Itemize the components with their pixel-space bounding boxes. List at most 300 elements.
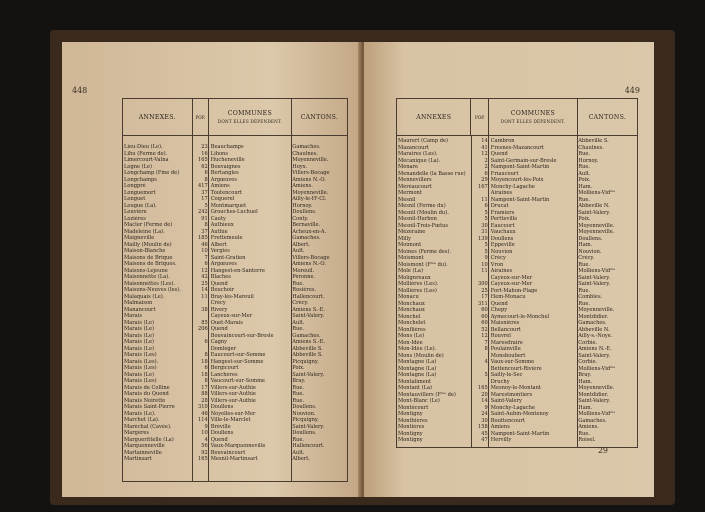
commune-cell: Rouvrel bbox=[490, 333, 511, 339]
pop-cell: 185 bbox=[197, 235, 208, 241]
pop-cell: 17 bbox=[481, 294, 488, 300]
annexe-cell: Maraires (Les). bbox=[398, 151, 438, 157]
canton-cell: Gamaches. bbox=[292, 235, 321, 241]
annexe-cell: Maisonnette (La). bbox=[124, 274, 170, 280]
pop-cell: 139 bbox=[478, 235, 488, 242]
pop-cell: 158 bbox=[478, 424, 488, 430]
canton-cell: Amiens S.-E. bbox=[292, 306, 325, 313]
pop-cell: 5 bbox=[484, 209, 488, 216]
canton-cell: Poix. bbox=[292, 365, 305, 371]
annexe-cell: Mesnil bbox=[398, 196, 416, 203]
commune-cell: Hangest-en-Santerre bbox=[210, 267, 265, 274]
pop-cell: 5 bbox=[204, 202, 208, 209]
pop-cell: 85 bbox=[201, 319, 208, 326]
annexe-cell: Molé (La) bbox=[398, 268, 423, 274]
canton-cell: Abbeville S. bbox=[292, 352, 323, 358]
commune-cell: Bouvaignes bbox=[210, 163, 241, 170]
pop-cell: 7 bbox=[204, 254, 208, 261]
annexe-cell: Maréchal (Cavée). bbox=[124, 423, 172, 430]
commune-cell: Pertteville bbox=[490, 216, 518, 222]
canton-cell: Amiens N.-O. bbox=[292, 176, 326, 183]
canton-cell: Saint-Valery. bbox=[578, 281, 611, 287]
canton-cell: Moreuil. bbox=[292, 267, 315, 274]
pop-cell: 56 bbox=[201, 443, 208, 449]
header-communes: COMMUNES bbox=[227, 110, 272, 117]
pop-cell: 47 bbox=[481, 437, 488, 443]
canton-cell: Doullens. bbox=[292, 404, 317, 410]
annexe-cell: Monchelet bbox=[398, 320, 426, 326]
pop-cell: 18 bbox=[201, 371, 208, 378]
canton-cell: Acheux-en-A. bbox=[292, 228, 327, 235]
commune-cell: Hucheneville bbox=[210, 157, 245, 163]
pop-cell: 25 bbox=[481, 287, 488, 294]
pop-cell: 10 bbox=[201, 248, 208, 254]
header-pop: POP. bbox=[474, 114, 485, 120]
commune-cell: Bettencourt-Rivière bbox=[490, 365, 542, 372]
canton-cell: Bray. bbox=[578, 372, 592, 378]
canton-cell: Combles. bbox=[578, 294, 603, 300]
commune-cell: Coquerel bbox=[210, 196, 235, 202]
commune-cell: Cayeux-sur-Mer bbox=[490, 281, 533, 287]
commune-cell: Ouet-Marais bbox=[210, 319, 243, 326]
pop-cell: 167 bbox=[478, 183, 488, 190]
pop-cell: 5 bbox=[484, 216, 488, 222]
pop-cell: 18 bbox=[201, 358, 208, 365]
annexe-cell: Longpré bbox=[124, 183, 146, 189]
commune-cell: Eaucourt bbox=[490, 222, 515, 229]
annexe-cell: Maisons-Neuves (les). bbox=[124, 287, 181, 293]
commune-cell: Beauchamps bbox=[210, 144, 244, 150]
commune-cell: Villers-sur-Authie bbox=[210, 397, 256, 404]
header-communes: COMMUNES bbox=[510, 110, 556, 117]
commune-cell: Bouvaincourt bbox=[210, 449, 246, 456]
commune-cell: Monchy-Lagache bbox=[490, 183, 535, 190]
annexe-cell: Marais Noirette bbox=[124, 397, 166, 404]
commune-cell: Poulainville bbox=[490, 346, 521, 352]
canton-cell: Montdidier. bbox=[578, 313, 609, 320]
pop-cell: 42 bbox=[201, 274, 208, 280]
commune-cell: Cayeux-sur-Mer bbox=[210, 313, 253, 319]
canton-cell: Roisel. bbox=[578, 437, 596, 443]
canton-cell: Amiens N.-E. bbox=[578, 346, 612, 352]
header-communes-sub: DONT ELLES DÉPENDENT. bbox=[500, 119, 565, 124]
commune-cell: Villers-sur-Authie bbox=[210, 391, 256, 397]
annexe-cell: Marais Saint-Pierre bbox=[124, 404, 175, 410]
commune-cell: Authieux bbox=[210, 222, 234, 228]
table-row bbox=[397, 437, 637, 444]
annexe-cell: Marguerittelle (La) bbox=[124, 436, 174, 443]
annexe-cell: Marais du Quend bbox=[124, 391, 169, 397]
commune-cell: Vaucourt-sur-Somme bbox=[210, 378, 265, 384]
commune-cell: Amiens bbox=[210, 183, 230, 189]
annexe-cell: Montières bbox=[398, 424, 425, 430]
pop-cell: 10 bbox=[481, 261, 488, 268]
pop-cell: 9 bbox=[204, 423, 208, 430]
annexe-cell: Moines (Ferme des). bbox=[398, 248, 452, 255]
commune-cell: Monchy-Lagache bbox=[490, 404, 535, 411]
canton-cell: Rue. bbox=[292, 326, 304, 332]
pop-cell: 8 bbox=[204, 222, 208, 228]
commune-cell: Doullens bbox=[210, 404, 234, 410]
table-header bbox=[397, 99, 637, 136]
annexe-cell: Mon-Idée (Le). bbox=[398, 346, 437, 352]
pop-cell: 29 bbox=[481, 177, 488, 183]
annexe-cell: Maison-Blanche bbox=[124, 248, 166, 254]
canton-cell: Abbeville S. bbox=[578, 138, 609, 144]
canton-cell: Saint-Valery. bbox=[578, 352, 611, 359]
annexe-cell: Maisons de Briques. bbox=[124, 261, 177, 267]
canton-cell: Rue. bbox=[292, 436, 304, 443]
pop-cell: 242 bbox=[197, 209, 208, 215]
annexe-cell: Monchel bbox=[398, 313, 421, 320]
annexe-cell: Malaquais (Le). bbox=[124, 293, 165, 300]
annexe-cell: Margères bbox=[124, 430, 150, 436]
annexe-cell: Montigny bbox=[398, 430, 423, 437]
canton-cell: Ham. bbox=[578, 242, 593, 248]
annexe-cell: Longchamps bbox=[124, 176, 157, 183]
commune-cell: Saint-Valery bbox=[490, 398, 522, 404]
commune-cell: Hem-Monacu bbox=[490, 294, 526, 300]
commune-cell: Hervilly bbox=[490, 437, 512, 443]
pop-cell: 30 bbox=[481, 222, 488, 229]
canton-cell: Molliens-Vidᵐᵉ bbox=[578, 365, 616, 372]
canton-cell: Abbeville N. bbox=[578, 326, 610, 333]
commune-cell: Bray-lès-Mareuil bbox=[210, 293, 254, 300]
commune-cell: Bertangles bbox=[210, 170, 239, 176]
canton-cell: Rue. bbox=[578, 151, 590, 157]
table-row bbox=[123, 456, 347, 463]
pop-cell: 5 bbox=[484, 372, 488, 378]
pop-cell: 12 bbox=[481, 333, 488, 339]
pop-cell: 11 bbox=[481, 196, 488, 203]
annexe-cell: Marais (Les). bbox=[124, 358, 159, 365]
canton-cell: Ailly-le-Hᵗ-Cl. bbox=[292, 196, 327, 202]
table-header bbox=[123, 99, 347, 136]
canton-cell: Hornoy. bbox=[578, 157, 599, 164]
annexe-cell: Marchet (La). bbox=[124, 417, 160, 423]
commune-cell: Noyelles-sur-Mer bbox=[210, 410, 256, 417]
pop-cell: 417 bbox=[197, 183, 208, 189]
commune-cell: Vron bbox=[490, 261, 504, 268]
annexe-cell: Lozières bbox=[124, 215, 146, 222]
annexe-cell: Malmaison bbox=[124, 300, 153, 306]
canton-cell: Saint-Valery. bbox=[292, 423, 325, 430]
pop-cell: 38 bbox=[201, 306, 208, 313]
canton-cell: Picquigny. bbox=[292, 417, 319, 423]
commune-cell: Albert bbox=[210, 241, 227, 248]
pop-cell: 62 bbox=[201, 163, 208, 170]
pop-cell: 60 bbox=[481, 307, 488, 313]
pop-cell: 17 bbox=[201, 196, 208, 202]
annexe-cell: Mont-Blanc (Le) bbox=[398, 398, 440, 404]
annexe-cell: Longuemort bbox=[124, 189, 156, 196]
pop-cell: 9 bbox=[484, 255, 488, 261]
commune-cell: Crécy bbox=[490, 255, 506, 261]
canton-cell: Gamaches. bbox=[292, 144, 321, 150]
commune-cell: Hangest-sur-Somme bbox=[210, 358, 264, 365]
canton-cell: Rue. bbox=[292, 391, 304, 397]
pop-cell: 11 bbox=[201, 293, 208, 300]
canton-cell: Albert. bbox=[292, 241, 310, 248]
header-pop: POP. bbox=[195, 114, 206, 120]
annexe-cell: Mesnil (Ferme du) bbox=[398, 203, 446, 209]
pop-cell: 23 bbox=[201, 144, 208, 150]
commune-cell: Chepy bbox=[490, 307, 508, 313]
annexe-cell: Martainneville bbox=[124, 449, 162, 456]
canton-cell: Gamaches. bbox=[578, 417, 607, 424]
canton-cell: Molliens-Vidᵐᵉ bbox=[578, 411, 616, 417]
canton-cell: Saint-Valery. bbox=[578, 398, 611, 404]
pop-cell: 92 bbox=[201, 449, 208, 456]
pop-cell: 206 bbox=[197, 326, 208, 332]
annexe-cell: Marais bbox=[124, 313, 142, 319]
pop-cell: 9 bbox=[484, 404, 488, 411]
commune-cell: Eaucourt-sur-Somme bbox=[210, 352, 266, 358]
annexe-cell: Montaliment bbox=[398, 378, 432, 385]
pop-cell: 12 bbox=[481, 151, 488, 157]
commune-cell: Bouchoir bbox=[210, 287, 235, 293]
pop-cell: 2 bbox=[484, 164, 488, 170]
pop-cell: 5 bbox=[484, 248, 488, 255]
canton-cell: Moyenneville. bbox=[578, 229, 615, 235]
annexe-cell: Mon-Idée bbox=[398, 339, 423, 346]
commune-cell: Nouvion bbox=[490, 248, 513, 255]
annexe-cell: Mons (Le) bbox=[398, 333, 425, 339]
commune-cell: Quend bbox=[210, 280, 228, 287]
commune-cell: Druchy bbox=[490, 378, 510, 385]
pop-cell: 165 bbox=[478, 385, 488, 391]
canton-cell: Amiens. bbox=[578, 424, 599, 430]
commune-cell: Marestmontiers bbox=[490, 391, 533, 398]
canton-cell: Rue. bbox=[292, 384, 304, 391]
commune-cell: Lanchères bbox=[210, 371, 238, 378]
canton-cell: Gamaches. bbox=[578, 320, 607, 326]
header-annexes: ANNEXES bbox=[416, 113, 452, 121]
commune-cell: Vaux-sur-Somme bbox=[490, 359, 535, 365]
canton-cell: Doullens. bbox=[292, 430, 317, 436]
commune-cell: Argœuves bbox=[210, 261, 237, 267]
annexe-cell: Moimont bbox=[398, 242, 422, 248]
canton-cell: Hallencourt. bbox=[292, 293, 325, 300]
annexe-cell: Lihu (Ferme de). bbox=[124, 150, 168, 157]
canton-cell: Bernaville. bbox=[292, 222, 321, 228]
commune-cell: Cauty bbox=[210, 215, 226, 222]
pop-cell: 6 bbox=[204, 365, 208, 371]
commune-cell: Ville-le-Marclet bbox=[210, 417, 251, 423]
annexe-cell: Longchamp (Fme de) bbox=[124, 170, 180, 176]
annexe-cell: Marais (Le) bbox=[124, 319, 154, 326]
gazetteer-table bbox=[396, 98, 638, 448]
canton-cell: Ham. bbox=[578, 183, 593, 190]
pop-cell: 6 bbox=[204, 261, 208, 267]
canton-cell: Rue. bbox=[578, 164, 590, 170]
commune-cell: Amiens bbox=[490, 424, 510, 430]
pop-cell: 46 bbox=[201, 241, 208, 248]
pop-cell: 14 bbox=[201, 287, 208, 293]
canton-cell: Ault. bbox=[578, 170, 591, 177]
canton-cell: Rue. bbox=[292, 397, 304, 404]
annexe-cell: Macler (Ferme de) bbox=[124, 222, 173, 228]
annexe-cell: Lougue (La). bbox=[124, 202, 157, 209]
canton-cell: Crécy. bbox=[578, 255, 595, 261]
canton-cell: Rue. bbox=[292, 280, 304, 287]
canton-cell: Nouvion. bbox=[578, 248, 602, 255]
canton-cell: Péronne. bbox=[292, 274, 316, 280]
commune-cell: Eppeville bbox=[490, 242, 515, 248]
annexe-cell: Logne (Le) bbox=[124, 163, 152, 170]
commune-cell: Nampont-Saint-Martin bbox=[490, 430, 550, 437]
canton-cell: Rue. bbox=[578, 430, 590, 437]
header-annexes: ANNEXES. bbox=[138, 113, 176, 121]
commune-cell: Rivery bbox=[210, 306, 228, 313]
commune-cell: Friaucourt bbox=[490, 170, 519, 177]
pop-cell: 60 bbox=[481, 313, 488, 320]
pop-cell: 28 bbox=[201, 397, 208, 404]
annexe-cell: Marais (Le) bbox=[124, 326, 154, 332]
canton-cell: Ham. bbox=[578, 404, 593, 411]
pop-cell: 37 bbox=[201, 189, 208, 196]
annexe-cell: Monchaux bbox=[398, 300, 425, 307]
pop-cell: 165 bbox=[197, 456, 208, 462]
gazetteer-table bbox=[122, 98, 348, 482]
header-cantons: CANTONS. bbox=[300, 113, 339, 121]
annexe-cell: Manancourt bbox=[124, 306, 156, 313]
canton-cell: Corbie. bbox=[578, 339, 598, 346]
annexe-cell: Marais (Le) bbox=[124, 332, 154, 339]
commune-cell: Frettemeule bbox=[210, 235, 243, 241]
canton-cell: Molliens-Vidᵐᵉ bbox=[578, 268, 616, 274]
annexe-cell: Moismont (Fᵐᵉ du). bbox=[398, 261, 448, 268]
annexe-cell: Montant (La) bbox=[398, 385, 432, 391]
annexe-cell: Marais (Le) bbox=[124, 371, 154, 378]
annexe-cell: Maisons-Lejeune bbox=[124, 267, 168, 274]
canton-cell: Rue. bbox=[578, 196, 590, 203]
canton-cell: Amiens S.-E. bbox=[292, 339, 325, 345]
commune-cell: Bouttencourt bbox=[490, 417, 525, 424]
commune-cell: Argœuves bbox=[210, 176, 237, 183]
pop-cell: 24 bbox=[481, 411, 488, 417]
annexe-cell: Marais (Les) bbox=[124, 378, 157, 384]
commune-cell: Lihons bbox=[210, 150, 228, 157]
canton-cell: Poix. bbox=[578, 177, 591, 183]
canton-cell: Corbie. bbox=[578, 359, 598, 365]
canton-cell: Molliens-Vidᵐᵉ bbox=[578, 190, 616, 196]
header-cantons: CANTONS. bbox=[588, 113, 627, 121]
annexe-cell: Méréaucourt bbox=[398, 183, 432, 190]
annexe-cell: Maigneville bbox=[124, 235, 155, 241]
commune-cell: Quend bbox=[490, 300, 508, 307]
annexe-cell: Marais (Le) bbox=[124, 345, 154, 352]
pop-cell: 8 bbox=[204, 176, 208, 183]
canton-cell: Ault. bbox=[292, 319, 305, 326]
commune-cell: Vergies bbox=[210, 248, 230, 254]
table-body bbox=[123, 136, 347, 481]
canton-cell: Saint-Valery. bbox=[578, 274, 611, 281]
canton-cell: Amiens N.-O. bbox=[292, 261, 326, 267]
canton-cell: Moyenneville. bbox=[292, 157, 329, 163]
canton-cell: Ailly-s.-Noye. bbox=[578, 333, 613, 339]
canton-cell: Bray. bbox=[292, 378, 306, 384]
annexe-cell: Mesnil (Moulin du). bbox=[398, 209, 449, 216]
commune-cell: Cagny bbox=[210, 339, 228, 345]
canton-cell: Abbeville S. bbox=[292, 345, 323, 352]
pop-cell: 91 bbox=[201, 215, 208, 222]
annexe-cell: Madeleine (La). bbox=[124, 228, 165, 235]
canton-cell: Hoyx. bbox=[292, 163, 308, 170]
commune-cell: Bréville bbox=[210, 423, 231, 430]
annexe-cell: Mézeraine bbox=[398, 229, 426, 235]
pop-cell: 52 bbox=[481, 326, 488, 333]
canton-cell: Ault. bbox=[292, 449, 305, 456]
annexe-cell: Milly bbox=[398, 235, 411, 242]
commune-cell: Monsboubert bbox=[490, 352, 526, 359]
canton-cell: Villers-Bocage bbox=[292, 254, 330, 261]
annexe-cell: Monthières bbox=[398, 417, 428, 424]
canton-cell: Gamaches. bbox=[292, 332, 321, 339]
pop-cell: 25 bbox=[201, 280, 208, 287]
commune-cell: Toutencourt bbox=[210, 189, 243, 196]
annexe-cell: Maurert (Camp de) bbox=[398, 138, 448, 144]
pop-cell: 5 bbox=[484, 242, 488, 248]
annexe-cell: Marais (Les) bbox=[124, 365, 157, 371]
pop-cell: 17 bbox=[201, 384, 208, 391]
commune-cell: Bouvaincourt-sur-Bresle bbox=[210, 332, 274, 339]
pop-cell: 46 bbox=[201, 410, 208, 417]
annexe-cell: Montécourt bbox=[398, 404, 429, 411]
canton-cell: Poix. bbox=[578, 216, 591, 222]
commune-cell: Maisnières bbox=[490, 320, 520, 326]
canton-cell: Abbeville N. bbox=[578, 203, 610, 209]
pop-cell: 30 bbox=[481, 417, 488, 424]
annexe-cell: Longuet bbox=[124, 196, 146, 202]
page-number: 449 bbox=[624, 86, 640, 95]
annexe-cell: Martinsart bbox=[124, 456, 152, 462]
commune-cell: Blaches bbox=[210, 274, 231, 280]
canton-cell: Picquigny. bbox=[292, 358, 319, 365]
commune-cell: Mesnoy-le-Montant bbox=[490, 385, 541, 391]
canton-cell: Hornoy. bbox=[292, 202, 313, 209]
canton-cell: Rue. bbox=[578, 261, 590, 268]
pop-cell: 8 bbox=[204, 352, 208, 358]
annexe-cell: Montagne (La) bbox=[398, 359, 437, 365]
commune-cell: Cambron bbox=[490, 138, 515, 144]
canton-cell: Hallencourt. bbox=[292, 443, 325, 449]
annexe-cell: Mailly (Moulin de) bbox=[124, 241, 172, 248]
pop-cell: 14 bbox=[481, 138, 488, 144]
commune-cell: Crécy bbox=[210, 300, 226, 306]
pop-cell: 165 bbox=[197, 157, 208, 163]
annexe-cell: Mennevillers bbox=[398, 177, 432, 183]
commune-cell: Doullens bbox=[490, 235, 514, 242]
commune-cell: Cayeux-sur-Mer bbox=[490, 274, 533, 281]
canton-cell: Saint-Valery. bbox=[292, 313, 325, 319]
canton-cell: Moyenneville. bbox=[578, 307, 615, 313]
annexe-cell: Montigny bbox=[398, 411, 423, 417]
canton-cell: Rue. bbox=[578, 300, 590, 307]
commune-cell: Bellancourt bbox=[490, 326, 521, 333]
canton-cell: Saint-Valery. bbox=[578, 209, 611, 216]
annexe-cell: Mons (Moulin de) bbox=[398, 352, 444, 359]
commune-cell: Doullens bbox=[210, 430, 234, 436]
canton-cell: Nouvion. bbox=[292, 410, 316, 417]
annexe-cell: Marais de Colline bbox=[124, 384, 170, 391]
pop-cell: 12 bbox=[201, 267, 208, 274]
annexe-cell: Marais (Les) bbox=[124, 352, 157, 358]
annexe-cell: Maisons de Brique bbox=[124, 254, 173, 261]
canton-cell: Moyenneville. bbox=[292, 189, 329, 196]
commune-cell: Grouches-Luchuel bbox=[210, 209, 258, 215]
annexe-cell: Marais (Le) bbox=[124, 339, 154, 345]
